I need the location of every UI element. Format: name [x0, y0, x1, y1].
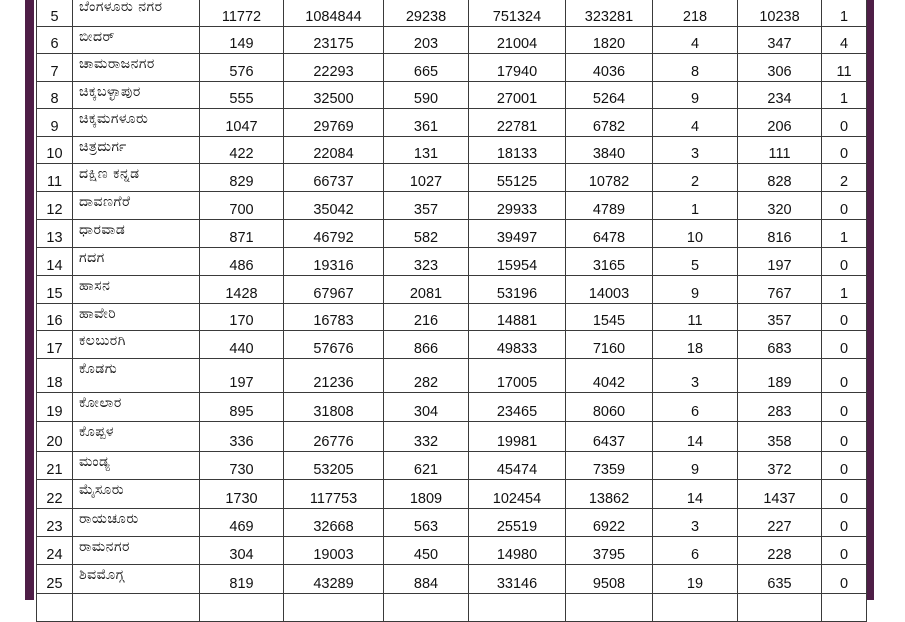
value-cell-4: 25519: [469, 509, 566, 537]
value-cell-4: 49833: [469, 331, 566, 359]
value-cell-5: 4036: [566, 54, 653, 82]
district-name-cell: ಚಾಮರಾಜನಗರ: [73, 54, 200, 82]
value-cell-7: 357: [738, 304, 822, 331]
value-cell-5: 323281: [566, 0, 653, 27]
value-cell-2: 46792: [284, 220, 384, 248]
table-body: [37, 0, 867, 622]
sl-no-cell: 24: [37, 537, 73, 565]
value-cell-5: 5264: [566, 82, 653, 109]
value-cell-1: 197: [200, 359, 284, 393]
sl-no-cell: 18: [37, 359, 73, 393]
value-cell-1: 11772: [200, 0, 284, 27]
value-cell-4: 17005: [469, 359, 566, 393]
district-name-cell: ಕಲಬುರಗಿ: [73, 331, 200, 359]
value-cell-8: 0: [822, 109, 867, 137]
value-cell-3: 332: [384, 422, 469, 452]
district-name-cell: ಕೊಡಗು: [73, 359, 200, 393]
value-cell-1: 170: [200, 304, 284, 331]
district-name-cell: ಚಿಕ್ಕಮಗಳೂರು: [73, 109, 200, 137]
value-cell-8: 1: [822, 220, 867, 248]
value-cell-5: 4042: [566, 359, 653, 393]
value-cell-2: 32668: [284, 509, 384, 537]
value-cell-1: 555: [200, 82, 284, 109]
value-cell-1: 440: [200, 331, 284, 359]
value-cell-6: 10: [653, 220, 738, 248]
value-cell-7: 227: [738, 509, 822, 537]
value-cell-2: 26776: [284, 422, 384, 452]
value-cell-4: 39497: [469, 220, 566, 248]
value-cell-6: 2: [653, 164, 738, 192]
value-cell-8: 1: [822, 82, 867, 109]
sl-no-cell: 15: [37, 276, 73, 304]
sl-no-cell: 7: [37, 54, 73, 82]
table-row: [37, 220, 867, 248]
district-name-cell: ಚಿತ್ರದುರ್ಗ: [73, 137, 200, 164]
value-cell-8: 11: [822, 54, 867, 82]
value-cell-1: 1047: [200, 109, 284, 137]
sl-no-cell: 11: [37, 164, 73, 192]
district-name-cell: ಮೈಸೂರು: [73, 480, 200, 509]
sl-no-cell: 17: [37, 331, 73, 359]
table-row: [37, 304, 867, 331]
district-name-cell: ದಾವಣಗೆರೆ: [73, 192, 200, 220]
value-cell-3: 357: [384, 192, 469, 220]
table-row: [37, 393, 867, 422]
empty-cell: [566, 594, 653, 622]
sl-no-cell: 21: [37, 452, 73, 480]
value-cell-6: 9: [653, 452, 738, 480]
value-cell-2: 57676: [284, 331, 384, 359]
value-cell-7: 283: [738, 393, 822, 422]
value-cell-4: 102454: [469, 480, 566, 509]
district-name-cell: ದಕ್ಷಿಣ ಕನ್ನಡ: [73, 164, 200, 192]
value-cell-7: 197: [738, 248, 822, 276]
table-row: [37, 509, 867, 537]
value-cell-3: 866: [384, 331, 469, 359]
district-name-cell: ಹಾವೇರಿ: [73, 304, 200, 331]
value-cell-2: 31808: [284, 393, 384, 422]
value-cell-7: 347: [738, 27, 822, 54]
value-cell-5: 1820: [566, 27, 653, 54]
district-data-table: [36, 0, 867, 622]
district-name-cell: ಬೆಂಗಳೂರು ನಗರ: [73, 0, 200, 27]
value-cell-4: 18133: [469, 137, 566, 164]
value-cell-3: 621: [384, 452, 469, 480]
value-cell-4: 23465: [469, 393, 566, 422]
value-cell-3: 131: [384, 137, 469, 164]
value-cell-7: 828: [738, 164, 822, 192]
value-cell-1: 871: [200, 220, 284, 248]
sl-no-cell: 12: [37, 192, 73, 220]
value-cell-6: 8: [653, 54, 738, 82]
table-row: [37, 109, 867, 137]
value-cell-6: 19: [653, 565, 738, 594]
district-name-cell: ಮಂಡ್ಯ: [73, 452, 200, 480]
value-cell-1: 336: [200, 422, 284, 452]
empty-cell: [822, 594, 867, 622]
value-cell-7: 320: [738, 192, 822, 220]
value-cell-8: 2: [822, 164, 867, 192]
value-cell-6: 3: [653, 137, 738, 164]
value-cell-5: 14003: [566, 276, 653, 304]
value-cell-4: 19981: [469, 422, 566, 452]
value-cell-4: 17940: [469, 54, 566, 82]
sl-no-cell: 16: [37, 304, 73, 331]
empty-cell: [73, 594, 200, 622]
value-cell-5: 10782: [566, 164, 653, 192]
value-cell-2: 21236: [284, 359, 384, 393]
value-cell-8: 0: [822, 359, 867, 393]
value-cell-2: 32500: [284, 82, 384, 109]
table-row: [37, 27, 867, 54]
district-name-cell: ಶಿವಮೊಗ್ಗ: [73, 565, 200, 594]
value-cell-4: 15954: [469, 248, 566, 276]
table-row: [37, 0, 867, 27]
sl-no-cell: 14: [37, 248, 73, 276]
value-cell-5: 9508: [566, 565, 653, 594]
value-cell-2: 19316: [284, 248, 384, 276]
value-cell-3: 450: [384, 537, 469, 565]
value-cell-3: 323: [384, 248, 469, 276]
district-name-cell: ರಾಯಚೂರು: [73, 509, 200, 537]
value-cell-5: 6782: [566, 109, 653, 137]
table-row-partial: [37, 594, 867, 622]
value-cell-3: 665: [384, 54, 469, 82]
value-cell-6: 6: [653, 393, 738, 422]
value-cell-1: 829: [200, 164, 284, 192]
value-cell-5: 7160: [566, 331, 653, 359]
district-name-cell: ಹಾಸನ: [73, 276, 200, 304]
district-name-cell: ಕೋಲಾರ: [73, 393, 200, 422]
table-row: [37, 537, 867, 565]
value-cell-1: 149: [200, 27, 284, 54]
value-cell-3: 582: [384, 220, 469, 248]
sl-no-cell: 8: [37, 82, 73, 109]
value-cell-6: 9: [653, 276, 738, 304]
value-cell-3: 304: [384, 393, 469, 422]
district-name-cell: ಗದಗ: [73, 248, 200, 276]
value-cell-5: 4789: [566, 192, 653, 220]
value-cell-2: 35042: [284, 192, 384, 220]
value-cell-5: 6437: [566, 422, 653, 452]
value-cell-5: 6922: [566, 509, 653, 537]
value-cell-8: 0: [822, 137, 867, 164]
value-cell-8: 0: [822, 565, 867, 594]
value-cell-2: 16783: [284, 304, 384, 331]
sl-no-cell: 23: [37, 509, 73, 537]
page-border-left: [25, 0, 34, 600]
value-cell-7: 306: [738, 54, 822, 82]
value-cell-3: 29238: [384, 0, 469, 27]
value-cell-7: 816: [738, 220, 822, 248]
value-cell-8: 1: [822, 276, 867, 304]
value-cell-4: 21004: [469, 27, 566, 54]
value-cell-8: 1: [822, 0, 867, 27]
value-cell-2: 23175: [284, 27, 384, 54]
sl-no-cell: 25: [37, 565, 73, 594]
sl-no-cell: 20: [37, 422, 73, 452]
value-cell-2: 67967: [284, 276, 384, 304]
table-row: [37, 276, 867, 304]
value-cell-1: 700: [200, 192, 284, 220]
value-cell-2: 53205: [284, 452, 384, 480]
district-name-cell: ರಾಮನಗರ: [73, 537, 200, 565]
value-cell-8: 0: [822, 422, 867, 452]
value-cell-7: 683: [738, 331, 822, 359]
value-cell-8: 0: [822, 248, 867, 276]
value-cell-1: 576: [200, 54, 284, 82]
sl-no-cell: 6: [37, 27, 73, 54]
table-row: [37, 331, 867, 359]
value-cell-2: 66737: [284, 164, 384, 192]
value-cell-7: 228: [738, 537, 822, 565]
value-cell-8: 0: [822, 304, 867, 331]
value-cell-3: 590: [384, 82, 469, 109]
value-cell-2: 117753: [284, 480, 384, 509]
value-cell-7: 372: [738, 452, 822, 480]
page-border-right: [866, 0, 874, 600]
table-row: [37, 359, 867, 393]
value-cell-4: 55125: [469, 164, 566, 192]
table-row: [37, 452, 867, 480]
value-cell-1: 1428: [200, 276, 284, 304]
value-cell-8: 0: [822, 509, 867, 537]
value-cell-7: 767: [738, 276, 822, 304]
district-name-cell: ಬೀದರ್: [73, 27, 200, 54]
value-cell-6: 6: [653, 537, 738, 565]
value-cell-6: 1: [653, 192, 738, 220]
value-cell-1: 486: [200, 248, 284, 276]
value-cell-3: 361: [384, 109, 469, 137]
value-cell-3: 1809: [384, 480, 469, 509]
value-cell-8: 0: [822, 192, 867, 220]
value-cell-7: 1437: [738, 480, 822, 509]
value-cell-6: 3: [653, 509, 738, 537]
value-cell-4: 22781: [469, 109, 566, 137]
value-cell-7: 10238: [738, 0, 822, 27]
table-row: [37, 480, 867, 509]
value-cell-4: 14881: [469, 304, 566, 331]
empty-cell: [653, 594, 738, 622]
district-name-cell: ಚಿಕ್ಕಬಳ್ಳಾಪುರ: [73, 82, 200, 109]
empty-cell: [284, 594, 384, 622]
value-cell-8: 0: [822, 480, 867, 509]
table-row: [37, 248, 867, 276]
value-cell-2: 22084: [284, 137, 384, 164]
value-cell-1: 422: [200, 137, 284, 164]
value-cell-1: 1730: [200, 480, 284, 509]
value-cell-6: 11: [653, 304, 738, 331]
empty-cell: [37, 594, 73, 622]
sl-no-cell: 22: [37, 480, 73, 509]
empty-cell: [469, 594, 566, 622]
value-cell-5: 1545: [566, 304, 653, 331]
value-cell-7: 358: [738, 422, 822, 452]
value-cell-2: 22293: [284, 54, 384, 82]
sl-no-cell: 5: [37, 0, 73, 27]
value-cell-6: 218: [653, 0, 738, 27]
value-cell-4: 751324: [469, 0, 566, 27]
table-row: [37, 54, 867, 82]
value-cell-7: 635: [738, 565, 822, 594]
value-cell-4: 45474: [469, 452, 566, 480]
value-cell-5: 13862: [566, 480, 653, 509]
value-cell-4: 29933: [469, 192, 566, 220]
value-cell-2: 43289: [284, 565, 384, 594]
value-cell-3: 203: [384, 27, 469, 54]
district-name-cell: ಕೊಪ್ಪಳ: [73, 422, 200, 452]
value-cell-8: 0: [822, 537, 867, 565]
value-cell-6: 14: [653, 422, 738, 452]
value-cell-6: 4: [653, 27, 738, 54]
value-cell-5: 6478: [566, 220, 653, 248]
value-cell-5: 3840: [566, 137, 653, 164]
table-row: [37, 565, 867, 594]
value-cell-6: 18: [653, 331, 738, 359]
value-cell-8: 0: [822, 452, 867, 480]
value-cell-4: 53196: [469, 276, 566, 304]
value-cell-3: 884: [384, 565, 469, 594]
table-row: [37, 82, 867, 109]
value-cell-5: 7359: [566, 452, 653, 480]
value-cell-1: 469: [200, 509, 284, 537]
table-row: [37, 164, 867, 192]
district-name-cell: ಧಾರವಾಡ: [73, 220, 200, 248]
sl-no-cell: 10: [37, 137, 73, 164]
value-cell-4: 27001: [469, 82, 566, 109]
value-cell-1: 895: [200, 393, 284, 422]
value-cell-6: 4: [653, 109, 738, 137]
value-cell-1: 304: [200, 537, 284, 565]
value-cell-5: 8060: [566, 393, 653, 422]
value-cell-8: 0: [822, 393, 867, 422]
value-cell-3: 282: [384, 359, 469, 393]
value-cell-2: 19003: [284, 537, 384, 565]
value-cell-7: 189: [738, 359, 822, 393]
value-cell-7: 234: [738, 82, 822, 109]
sl-no-cell: 9: [37, 109, 73, 137]
value-cell-5: 3795: [566, 537, 653, 565]
value-cell-4: 14980: [469, 537, 566, 565]
value-cell-5: 3165: [566, 248, 653, 276]
value-cell-1: 819: [200, 565, 284, 594]
value-cell-6: 9: [653, 82, 738, 109]
value-cell-6: 14: [653, 480, 738, 509]
value-cell-3: 2081: [384, 276, 469, 304]
value-cell-1: 730: [200, 452, 284, 480]
sl-no-cell: 13: [37, 220, 73, 248]
empty-cell: [738, 594, 822, 622]
empty-cell: [200, 594, 284, 622]
value-cell-8: 4: [822, 27, 867, 54]
value-cell-4: 33146: [469, 565, 566, 594]
value-cell-3: 216: [384, 304, 469, 331]
value-cell-7: 111: [738, 137, 822, 164]
value-cell-2: 1084844: [284, 0, 384, 27]
value-cell-8: 0: [822, 331, 867, 359]
value-cell-2: 29769: [284, 109, 384, 137]
sl-no-cell: 19: [37, 393, 73, 422]
table-row: [37, 137, 867, 164]
value-cell-3: 1027: [384, 164, 469, 192]
value-cell-6: 5: [653, 248, 738, 276]
value-cell-7: 206: [738, 109, 822, 137]
value-cell-3: 563: [384, 509, 469, 537]
table-row: [37, 422, 867, 452]
empty-cell: [384, 594, 469, 622]
value-cell-6: 3: [653, 359, 738, 393]
table-row: [37, 192, 867, 220]
